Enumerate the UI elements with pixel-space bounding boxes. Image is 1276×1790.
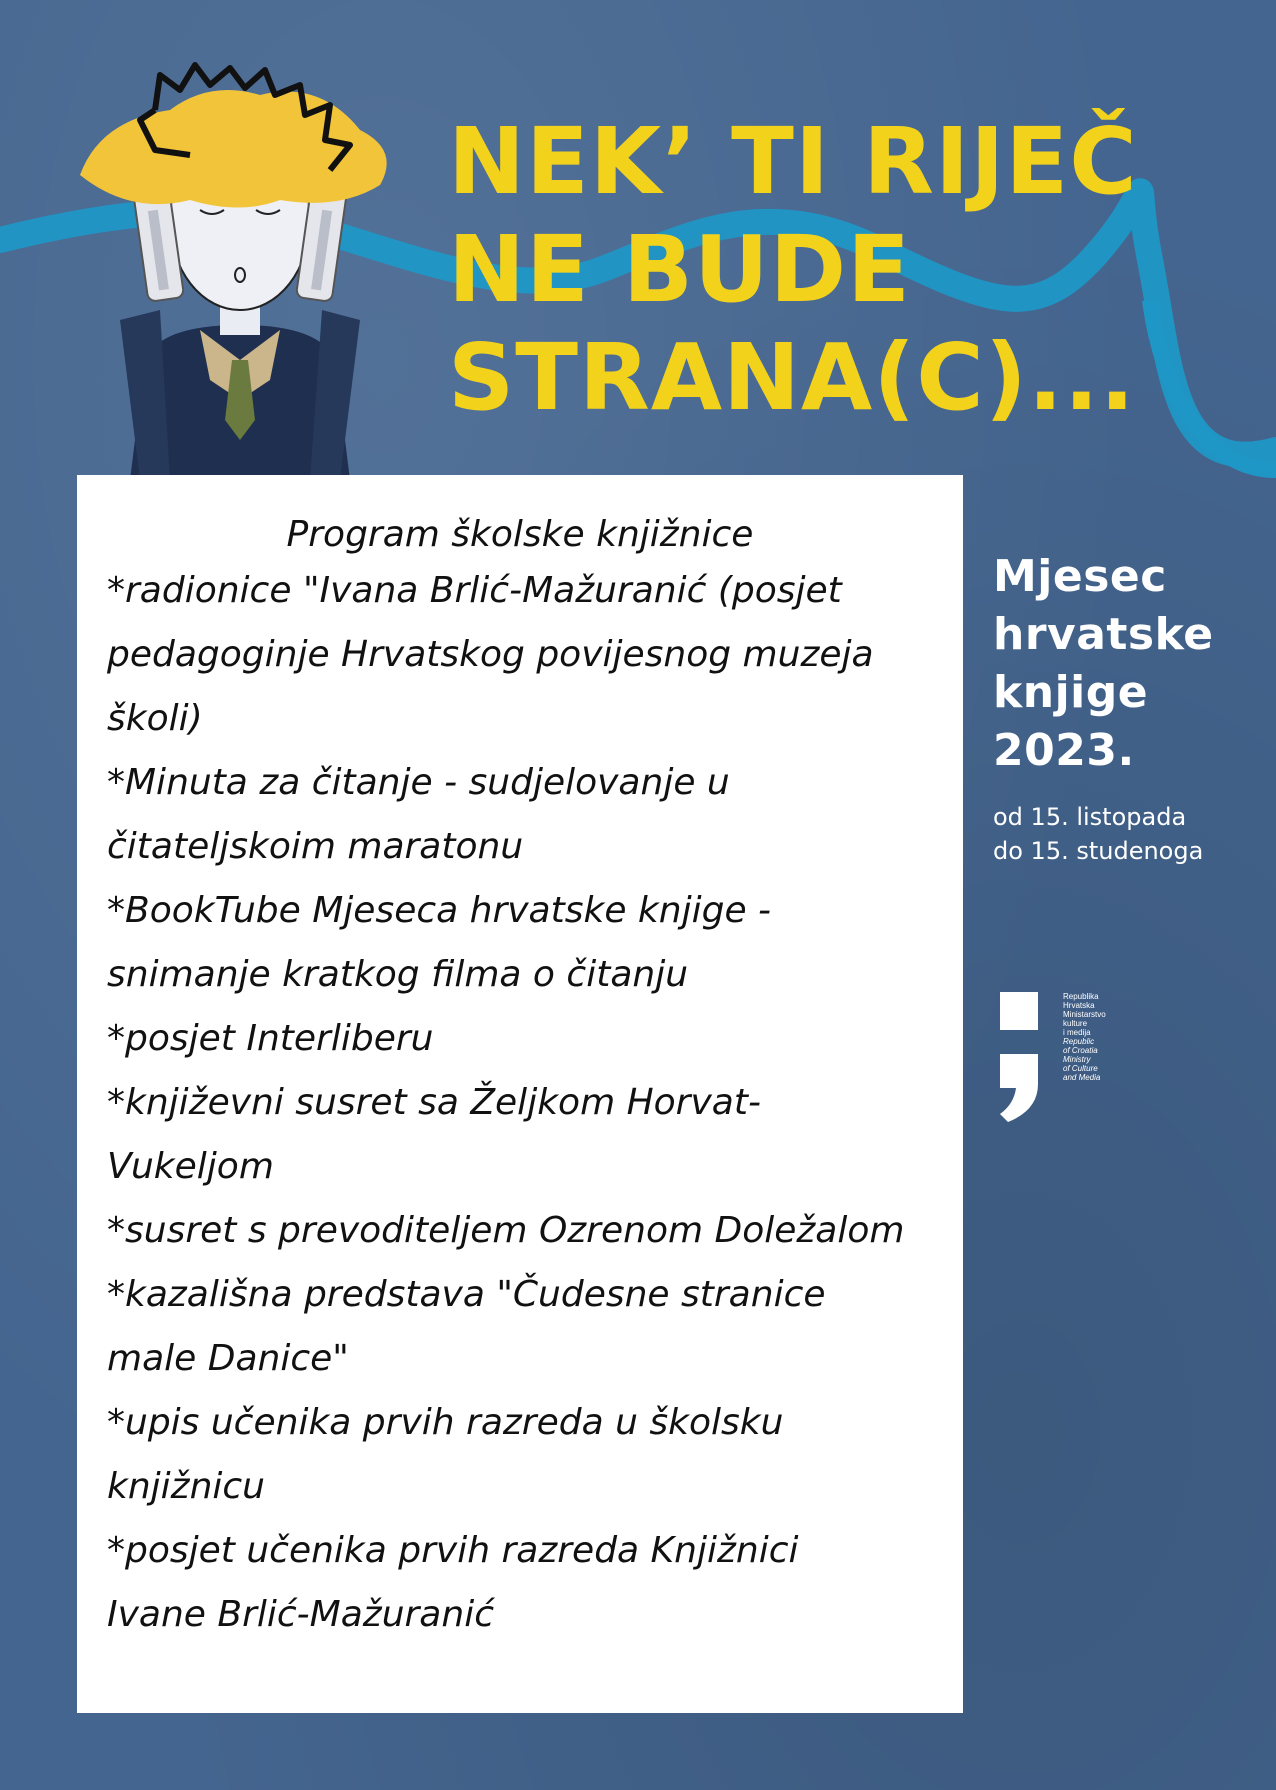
ministry-name-hr: kulture (1063, 1019, 1088, 1028)
headline-line-3: STRANA(C)... (448, 324, 1136, 431)
program-line: pedagoginje Hrvatskog povijesnog muzeja (107, 634, 874, 675)
ministry-name-hr: Ministarstvo (1063, 1010, 1106, 1019)
program-line: Vukeljom (107, 1146, 274, 1187)
ministry-name-en: and Media (1063, 1073, 1101, 1082)
program-line: *književni susret sa Željkom Horvat- (107, 1082, 761, 1123)
program-line: Ivane Brlić-Mažuranić (107, 1594, 494, 1635)
program-line: *radionice "Ivana Brlić-Mažuranić (posjet (107, 570, 842, 611)
ministry-name-en: Ministry (1063, 1055, 1091, 1064)
program-line: *posjet Interliberu (107, 1018, 434, 1059)
headline (448, 108, 1138, 432)
program-line: čitateljskoim maratonu (107, 826, 524, 867)
event-title-line: knjige (993, 667, 1149, 718)
ministry-name (1063, 992, 1123, 1082)
event-title-line: hrvatske (993, 609, 1214, 660)
event-date-end: do 15. studenoga (993, 837, 1204, 865)
headline-line-2: NE BUDE (448, 216, 911, 323)
program-line: *susret s prevoditeljem Ozrenom Doležalom (107, 1210, 905, 1251)
event-info (993, 548, 1214, 868)
program-line: *posjet učenika prvih razreda Knjižnici (107, 1530, 799, 1571)
semicolon-logo-icon (1000, 992, 1040, 1122)
program-line: *Minuta za čitanje - sudjelovanje u (107, 762, 730, 803)
event-title-line: Mjesec (993, 551, 1167, 602)
program-line: školi) (107, 698, 203, 739)
ministry-name-en: Republic (1063, 1037, 1095, 1046)
ministry-name-en: of Croatia (1063, 1046, 1098, 1055)
ministry-name-en: of Culture (1063, 1064, 1098, 1073)
ministry-name-hr: Republika (1063, 992, 1099, 1001)
girl-with-books-illustration (60, 60, 420, 480)
event-title (993, 548, 1214, 780)
program-line: male Danice" (107, 1338, 349, 1379)
event-dates (993, 800, 1214, 868)
program-title: Program školske knjižnice (286, 514, 754, 555)
ministry-name-hr: i medija (1063, 1028, 1091, 1037)
program-line: *upis učenika prvih razreda u školsku (107, 1402, 784, 1443)
program-line: *kazališna predstava "Čudesne stranice (107, 1274, 826, 1315)
headline-line-1: NEK’ TI RIJEČ (448, 108, 1138, 215)
program-card (77, 475, 963, 1713)
event-year: 2023. (993, 725, 1135, 776)
event-date-start: od 15. listopada (993, 803, 1187, 831)
program-line: snimanje kratkog filma o čitanju (107, 954, 689, 995)
ministry-name-hr: Hrvatska (1063, 1001, 1095, 1010)
program-line: *BookTube Mjeseca hrvatske knjige - (107, 890, 772, 931)
program-line: knjižnicu (107, 1466, 265, 1507)
